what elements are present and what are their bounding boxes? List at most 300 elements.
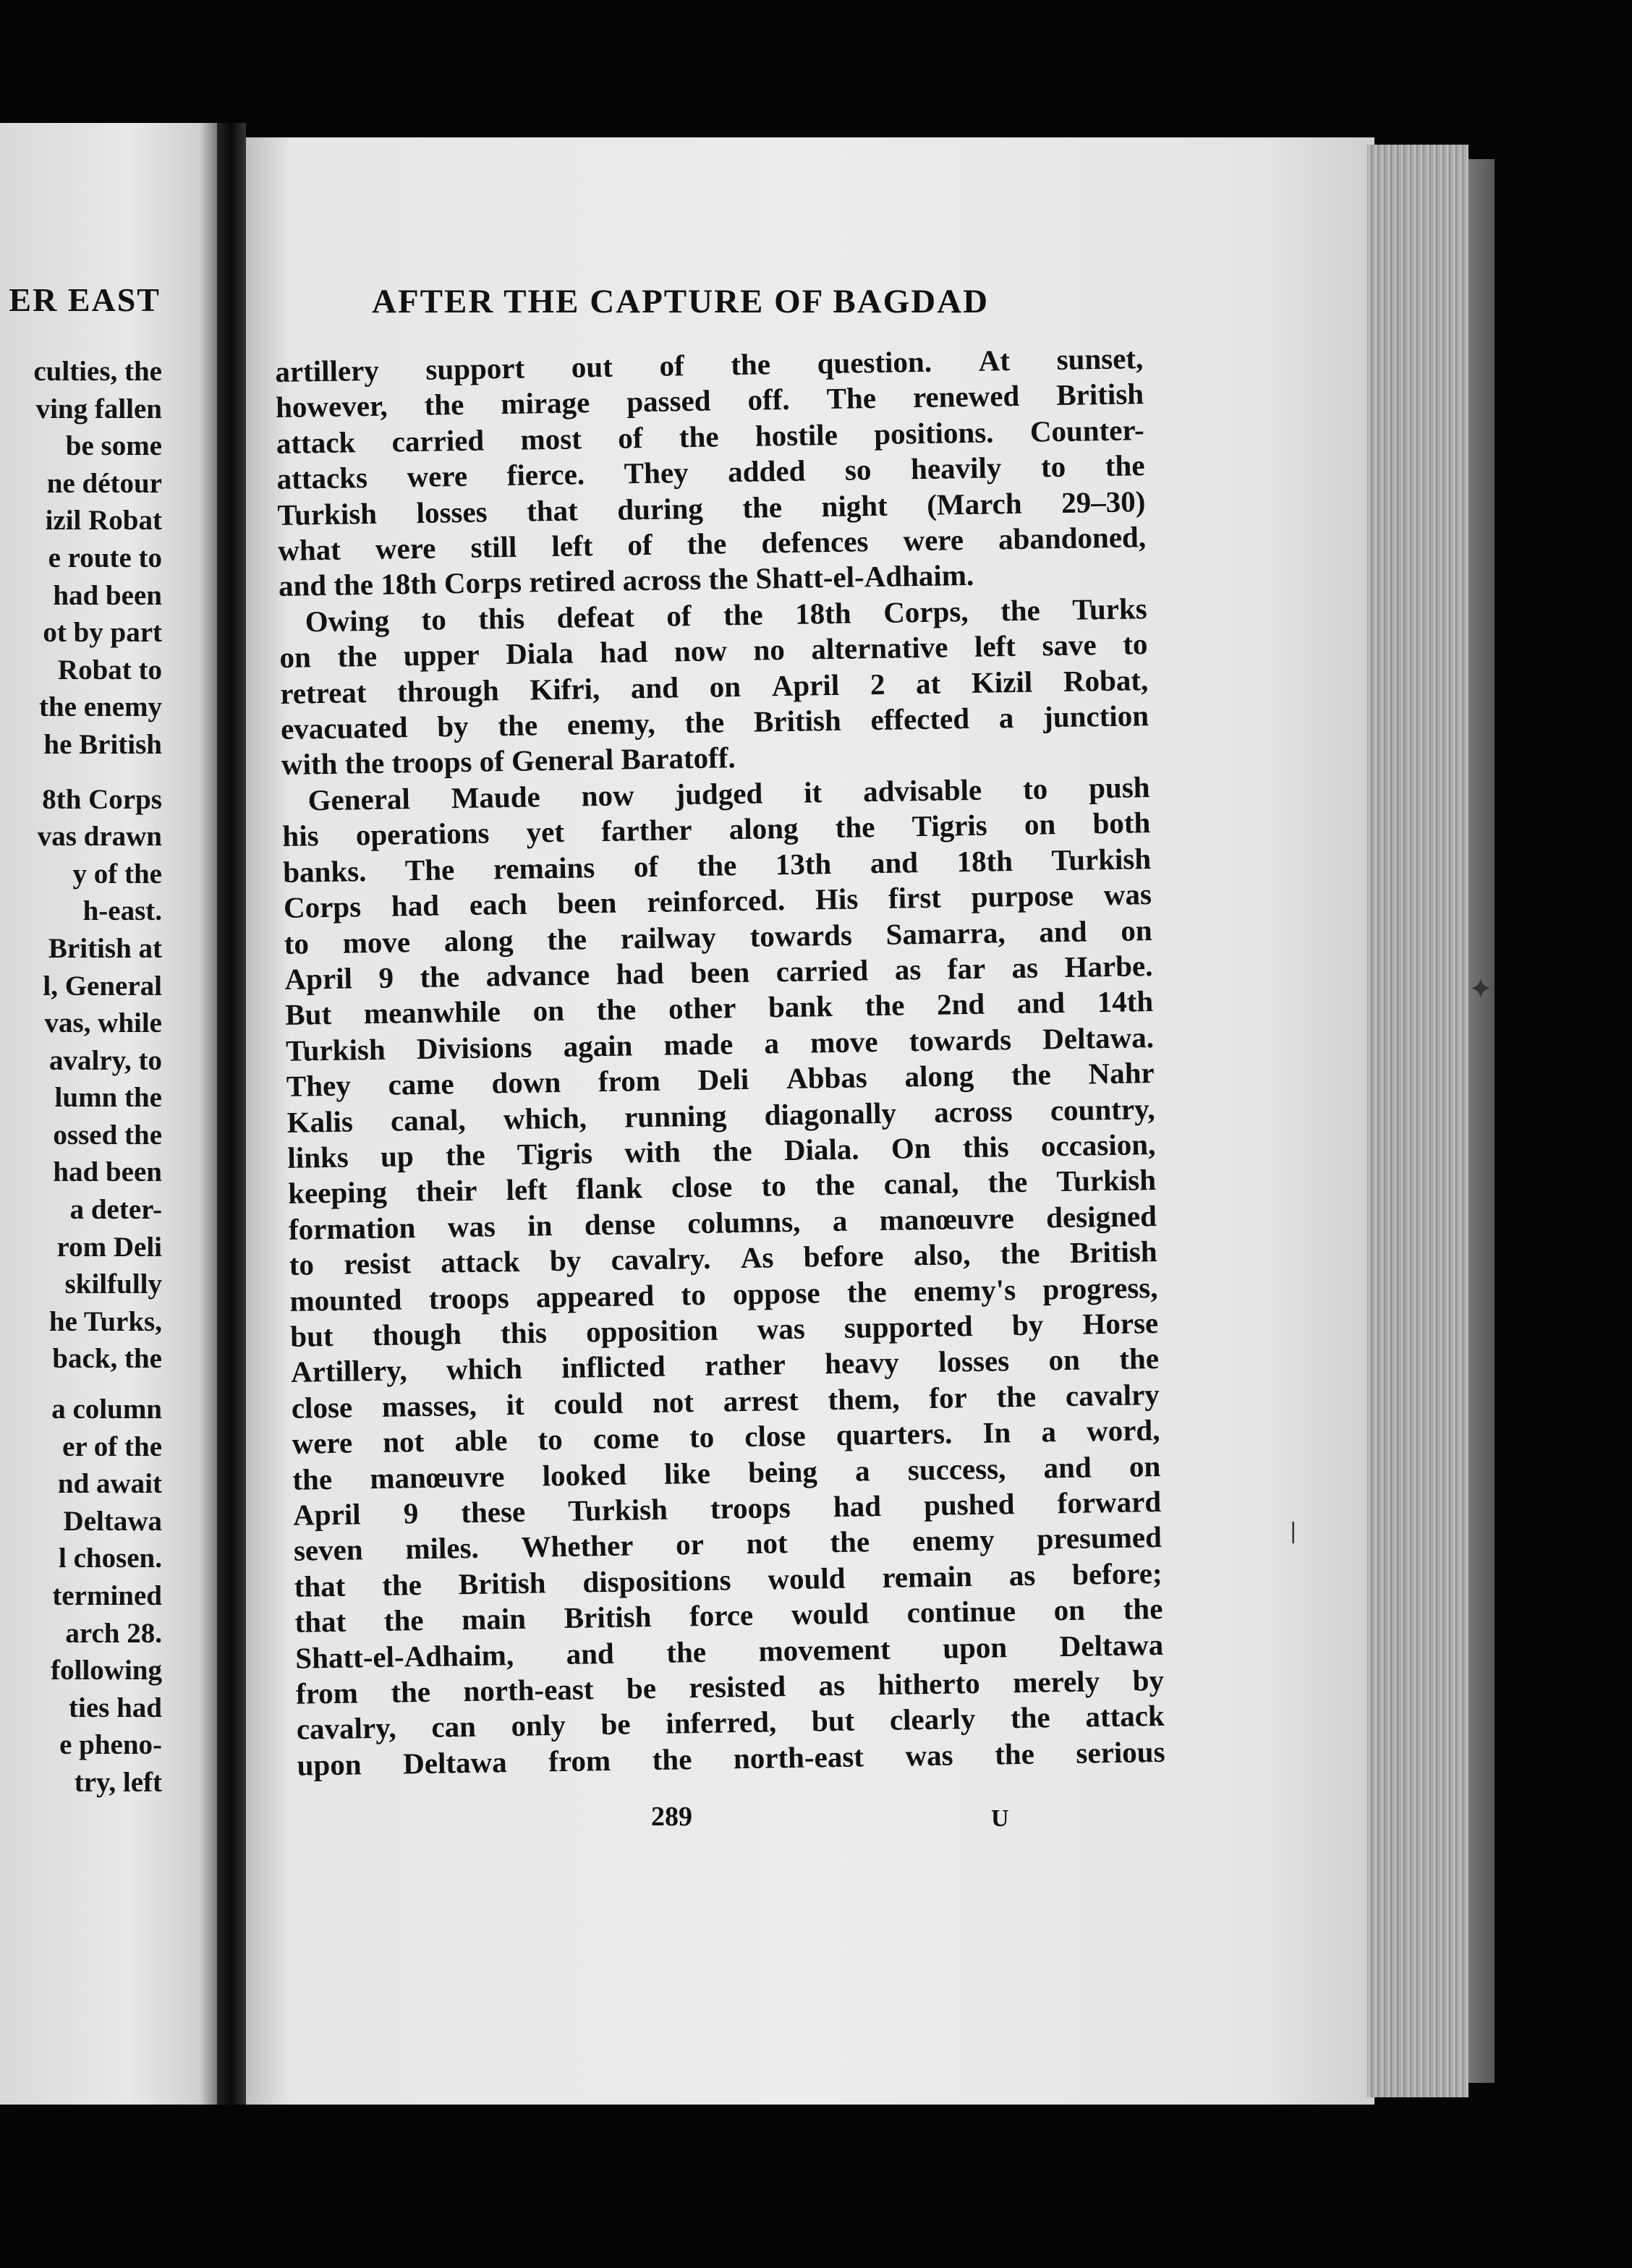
word: were — [375, 531, 436, 566]
left-text-group-3 — [0, 1391, 162, 1802]
left-text-line: back, the — [52, 1343, 162, 1375]
word: British — [1069, 1235, 1157, 1270]
word: of — [617, 420, 643, 455]
word: were — [292, 1425, 353, 1460]
left-text-line: nd await — [57, 1468, 162, 1500]
word: from — [598, 1063, 661, 1099]
word: the — [697, 848, 737, 882]
word: evacuated — [280, 710, 408, 746]
word: His — [815, 882, 859, 916]
word: now — [581, 778, 634, 813]
word: but — [811, 1704, 855, 1739]
word: looked — [542, 1457, 627, 1492]
word: on — [1024, 807, 1056, 842]
word: added — [727, 453, 806, 489]
word: manœuvre — [369, 1459, 505, 1495]
word: the — [337, 639, 378, 673]
word: masses, — [381, 1388, 477, 1423]
word: would — [768, 1561, 846, 1596]
word: to — [1040, 450, 1066, 484]
left-text-line: Deltawa — [63, 1505, 162, 1537]
word: As — [740, 1240, 774, 1275]
word: the — [815, 1167, 855, 1202]
word: cavalry, — [296, 1711, 396, 1747]
word: cavalry — [1065, 1377, 1160, 1412]
word: still — [470, 529, 517, 564]
word: formation — [288, 1210, 416, 1246]
word: 18th — [794, 596, 852, 631]
word: At — [978, 344, 1011, 378]
word: But — [284, 997, 332, 1032]
word: seven — [293, 1532, 363, 1568]
word: upon — [942, 1629, 1008, 1665]
word: can — [430, 1710, 477, 1744]
word: by — [1132, 1663, 1165, 1697]
left-text-line: ot by part — [43, 617, 162, 649]
word: could — [553, 1386, 624, 1420]
word: as — [1008, 1558, 1036, 1593]
word: on — [532, 994, 565, 1028]
word: British — [564, 1600, 652, 1635]
left-text-line: skilfully — [64, 1269, 162, 1300]
word: flank — [576, 1171, 643, 1206]
page-number: 289 — [651, 1802, 692, 1832]
word: not — [746, 1526, 788, 1561]
word: railway — [620, 920, 717, 955]
left-text-group-1 — [0, 353, 162, 764]
word: dispositions — [582, 1563, 731, 1599]
word: inflicted — [561, 1350, 666, 1385]
left-text-line: h-east. — [82, 895, 162, 927]
word: losses — [416, 495, 488, 529]
word: On — [891, 1130, 931, 1165]
left-text-line: a column — [51, 1394, 162, 1425]
word: to — [421, 602, 447, 636]
word: other — [668, 991, 736, 1026]
word: most — [520, 422, 582, 456]
left-page-text — [0, 353, 162, 1802]
word: that — [294, 1604, 347, 1639]
word: push — [1088, 770, 1150, 805]
word: by — [549, 1243, 582, 1278]
word: had — [833, 1489, 882, 1524]
word: out — [571, 349, 613, 384]
word: save — [1042, 628, 1097, 662]
word: positions. — [873, 415, 994, 451]
running-head: AFTER THE CAPTURE OF BAGDAD — [372, 283, 990, 320]
word: though — [372, 1317, 462, 1352]
word: main — [461, 1601, 527, 1637]
word: the — [383, 1603, 424, 1638]
word: progress, — [1042, 1270, 1158, 1306]
word: clearly — [889, 1702, 976, 1737]
word: remains — [493, 850, 595, 886]
left-text-line: ne détour — [46, 467, 162, 499]
word: 14th — [1097, 984, 1154, 1019]
word: dense — [584, 1206, 656, 1242]
word: cavalry. — [611, 1241, 711, 1277]
word: links — [287, 1140, 349, 1174]
word: remain — [881, 1559, 973, 1594]
word: the — [1000, 593, 1041, 628]
word: manœuvre — [879, 1201, 1015, 1237]
word: the — [1010, 1700, 1050, 1735]
word: Harbe. — [1064, 948, 1153, 984]
word: occasion, — [1040, 1127, 1156, 1163]
word: upon — [297, 1747, 362, 1782]
word: Deltawa. — [1042, 1020, 1155, 1056]
word: would — [791, 1596, 870, 1632]
word: retreat — [280, 675, 367, 710]
word: Abbas — [786, 1060, 868, 1096]
word: mirage — [500, 385, 590, 421]
left-text-line: following — [51, 1655, 162, 1687]
margin-mark-icon: ✦ — [1469, 973, 1493, 1006]
word: quarters. — [836, 1416, 953, 1452]
word: attack — [276, 425, 356, 460]
word: troops — [428, 1280, 509, 1316]
word: on — [1048, 1343, 1081, 1377]
word: support — [425, 351, 525, 386]
word: diagonally — [764, 1096, 897, 1132]
word: through — [396, 673, 500, 709]
word: attack — [1084, 1699, 1165, 1734]
word: and — [630, 670, 679, 704]
word: (March — [926, 486, 1022, 521]
word: along — [728, 811, 799, 846]
word: operations — [355, 816, 490, 852]
word: which, — [503, 1100, 587, 1135]
left-text-line: vas drawn — [37, 821, 162, 853]
word: opposition — [585, 1313, 718, 1349]
word: was — [1103, 877, 1152, 912]
word: off. — [747, 383, 790, 417]
word: merely — [1012, 1664, 1100, 1700]
word: a — [764, 1026, 780, 1060]
word: April — [292, 1497, 361, 1532]
word: was — [905, 1738, 953, 1773]
word: move — [342, 924, 411, 960]
text-line: and the 18th Corps retired across the Shatt-el-Adhaim. — [278, 558, 974, 603]
word: a — [854, 1453, 870, 1488]
word: to — [537, 1423, 563, 1457]
word: which — [446, 1352, 523, 1386]
left-text-line: ving fallen — [35, 393, 162, 425]
word: to — [284, 926, 310, 960]
word: as — [1011, 950, 1039, 985]
word: the — [687, 526, 727, 561]
word: resisted — [689, 1669, 786, 1705]
word: these — [460, 1494, 526, 1530]
word: had — [391, 888, 440, 923]
word: the — [996, 1379, 1037, 1414]
word: enemy, — [566, 706, 656, 741]
word: to — [1022, 772, 1048, 806]
word: a — [832, 1203, 848, 1237]
word: on — [1120, 913, 1152, 947]
word: country, — [1050, 1091, 1155, 1127]
word: artillery — [275, 353, 380, 388]
left-text-line: 8th Corps — [42, 783, 162, 815]
word: be — [600, 1707, 631, 1742]
word: them, — [828, 1381, 900, 1416]
word: the — [864, 988, 905, 1023]
word: They — [624, 456, 689, 490]
word: far — [947, 951, 986, 986]
word: down — [491, 1065, 561, 1100]
word: continue — [906, 1594, 1016, 1629]
word: each — [469, 887, 527, 921]
word: of — [627, 527, 653, 562]
word: 2 — [870, 667, 885, 701]
word: were — [407, 459, 468, 494]
word: night — [821, 488, 888, 523]
word: of — [659, 349, 684, 383]
word: only — [511, 1708, 566, 1743]
word: miles. — [405, 1531, 480, 1566]
word: both — [1092, 806, 1151, 840]
word: alternative — [811, 630, 948, 666]
word: Tigris — [517, 1136, 593, 1171]
word: the — [498, 708, 538, 743]
word: to — [689, 1420, 715, 1454]
word: a — [1041, 1415, 1057, 1449]
word: and — [1043, 1450, 1092, 1485]
book-cover-edge — [1469, 159, 1495, 2083]
word: serious — [1076, 1734, 1165, 1770]
word: as — [894, 952, 922, 986]
word: Counter- — [1029, 412, 1145, 448]
word: close — [291, 1390, 353, 1425]
margin-tick-icon: ❘ — [1284, 1519, 1303, 1544]
left-text-line: y of the — [72, 858, 162, 890]
word: north-east — [463, 1672, 594, 1708]
word: what — [277, 532, 341, 567]
word: hitherto — [877, 1666, 981, 1702]
word: the — [679, 419, 719, 454]
word: Turkish — [1051, 841, 1152, 877]
word: reinforced. — [646, 883, 786, 919]
word: attack — [440, 1244, 520, 1279]
word: the — [1118, 1342, 1160, 1376]
word: British — [753, 703, 842, 738]
word: British — [458, 1566, 546, 1601]
word: the — [830, 1525, 870, 1559]
word: the — [684, 705, 725, 740]
body-text — [275, 341, 1165, 1783]
word: abandoned, — [998, 520, 1147, 556]
word: also, — [913, 1237, 971, 1272]
word: bank — [768, 989, 833, 1024]
word: 9 — [378, 960, 394, 994]
word: mounted — [289, 1282, 402, 1318]
word: 18th — [956, 843, 1013, 878]
word: and — [566, 1636, 615, 1671]
word: and — [1039, 913, 1087, 949]
word: Kalis — [286, 1104, 354, 1139]
word: carried — [391, 423, 485, 459]
word: it — [506, 1387, 525, 1421]
word: the — [390, 1674, 431, 1709]
word: running — [624, 1098, 727, 1134]
left-text-line: ties had — [69, 1692, 162, 1723]
word: keeping — [287, 1175, 388, 1211]
word: 29–30) — [1061, 484, 1146, 519]
left-text-line: izil Robat — [45, 505, 162, 537]
word: for — [928, 1380, 968, 1415]
word: passed — [626, 383, 711, 419]
word: the — [292, 1462, 333, 1496]
word: during — [616, 491, 704, 526]
word: was — [447, 1209, 496, 1244]
word: the — [835, 810, 875, 845]
left-text-line: lumn the — [54, 1082, 162, 1114]
word: had — [599, 635, 648, 670]
word: April — [284, 961, 353, 996]
word: effected — [870, 702, 970, 737]
word: up — [380, 1139, 415, 1173]
word: sunset, — [1056, 341, 1144, 377]
word: not — [652, 1384, 694, 1419]
left-text-line: rom Deli — [56, 1231, 162, 1263]
word: the — [424, 388, 464, 422]
word: left — [506, 1172, 548, 1207]
word: along — [904, 1059, 974, 1094]
word: Shatt-el-Adhaim, — [294, 1637, 514, 1675]
word: be — [626, 1671, 657, 1705]
left-text-group-2 — [0, 781, 162, 1378]
word: force — [689, 1598, 754, 1633]
word: the — [994, 1736, 1035, 1771]
word: the — [596, 992, 637, 1027]
word: The — [826, 381, 877, 416]
word: troops — [710, 1491, 791, 1525]
word: the — [1000, 1236, 1040, 1271]
word: question. — [817, 344, 932, 380]
word: being — [747, 1454, 818, 1489]
left-text-line: be some — [65, 430, 162, 462]
word: defeat — [556, 600, 635, 634]
word: from — [548, 1743, 611, 1778]
word: advance — [485, 958, 590, 993]
word: Whether — [521, 1528, 634, 1564]
word: the — [1011, 1057, 1052, 1092]
word: the — [712, 1133, 752, 1168]
word: this — [500, 1316, 548, 1350]
left-text-line: arch 28. — [65, 1617, 162, 1649]
word: Kifri, — [530, 671, 600, 707]
left-text-line: vas, while — [44, 1007, 162, 1039]
left-running-head: ER EAST — [9, 281, 161, 318]
word: carried — [775, 953, 869, 989]
word: purpose — [971, 878, 1074, 914]
word: not — [382, 1425, 425, 1459]
word: the — [723, 597, 763, 632]
word: to — [1122, 627, 1148, 661]
word: Turks — [1071, 591, 1148, 626]
page-edges — [1367, 145, 1469, 2097]
word: Kizil — [971, 665, 1033, 699]
word: The — [404, 852, 455, 887]
word: appeared — [535, 1278, 655, 1314]
word: so — [844, 453, 872, 487]
word: British — [1055, 377, 1144, 412]
word: heavy — [824, 1345, 900, 1381]
word: again — [563, 1028, 633, 1063]
word: Divisions — [416, 1030, 532, 1065]
left-text-line: l chosen. — [58, 1543, 162, 1574]
word: hostile — [755, 417, 838, 453]
word: Nahr — [1088, 1056, 1155, 1091]
word: attacks — [276, 461, 368, 496]
word: Turkish — [277, 496, 378, 532]
text-line: with the troops of General Baratoff. — [281, 741, 736, 782]
left-text-line: e route to — [48, 542, 162, 574]
word: on — [1053, 1593, 1086, 1627]
word: Samarra, — [885, 915, 1006, 951]
word: been — [557, 885, 617, 921]
word: that — [526, 493, 579, 528]
word: the — [1105, 448, 1145, 483]
word: the — [741, 490, 783, 524]
word: fierce. — [506, 457, 585, 493]
word: Robat, — [1063, 662, 1149, 698]
word: with — [624, 1135, 681, 1169]
word: towards — [909, 1022, 1012, 1058]
word: Corps, — [883, 594, 969, 629]
word: his — [282, 819, 319, 853]
word: Artillery, — [290, 1353, 407, 1389]
left-text-line: the enemy — [38, 691, 162, 723]
word: before — [803, 1239, 884, 1274]
word: Deltawa — [1059, 1627, 1164, 1663]
left-text-line: had been — [53, 579, 162, 611]
word: April — [771, 668, 840, 702]
word: judged — [675, 776, 763, 811]
word: 9 — [403, 1496, 419, 1530]
word: the — [730, 347, 771, 382]
word: inferred, — [665, 1705, 777, 1741]
word: heavily — [910, 451, 1002, 486]
word: Horse — [1082, 1305, 1159, 1341]
word: their — [415, 1174, 477, 1208]
word: of — [633, 849, 659, 883]
word: farther — [600, 813, 692, 848]
word: along — [443, 923, 514, 958]
word: advisable — [862, 772, 982, 809]
word: Turkish — [285, 1032, 386, 1067]
word: the — [666, 1634, 707, 1669]
left-text-line: try, left — [74, 1766, 162, 1798]
word: Tigris — [911, 808, 988, 843]
word: pushed — [923, 1487, 1015, 1522]
word: resist — [343, 1246, 412, 1281]
signature-mark: U — [991, 1805, 1009, 1832]
word: able — [454, 1423, 508, 1458]
word: canal, — [883, 1166, 959, 1201]
word: supported — [843, 1308, 973, 1344]
word: as — [818, 1668, 846, 1702]
word: from — [295, 1676, 359, 1710]
word: it — [803, 775, 823, 809]
word: and — [1016, 986, 1066, 1020]
word: a — [998, 701, 1014, 735]
word: this — [962, 1130, 1010, 1164]
word: Turkish — [1056, 1163, 1157, 1198]
word: to — [681, 1277, 706, 1311]
word: Diala — [505, 636, 574, 671]
word: presumed — [1037, 1520, 1163, 1556]
